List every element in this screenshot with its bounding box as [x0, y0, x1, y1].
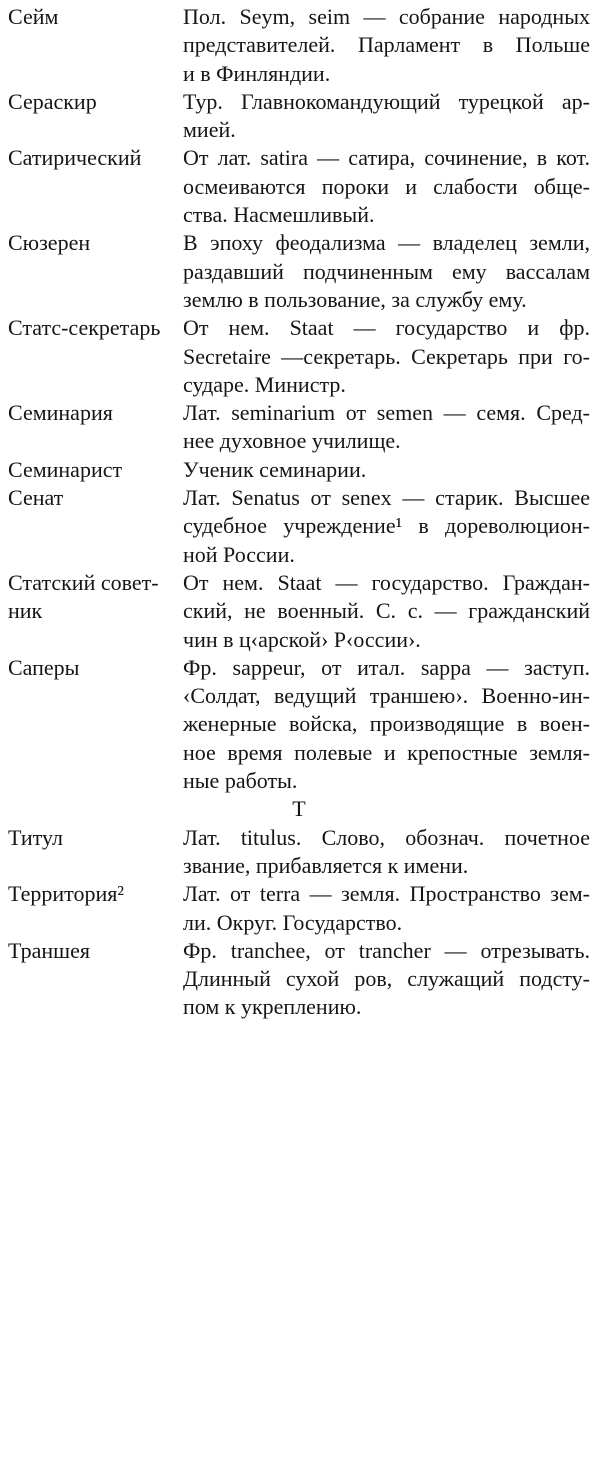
- definition-line: ное время полевые и крепостные земля-: [183, 739, 590, 765]
- definition: [183, 314, 590, 399]
- definition-line: От лат. satira — сатира, сочинение, в кот.: [183, 145, 590, 171]
- definition-line: сударе. Министр.: [183, 371, 346, 397]
- term: [8, 399, 183, 427]
- section-letter-T: Т: [292, 796, 306, 822]
- definition-line: осмеиваются пороки и слабости обще-: [183, 173, 590, 199]
- term: [8, 880, 183, 908]
- glossary-entry-sapery: [8, 654, 590, 795]
- definition: [183, 880, 590, 937]
- definition-line: пом к укреплению.: [183, 994, 362, 1020]
- glossary-entry-seym: [8, 3, 590, 88]
- glossary-entry-transheya: [8, 937, 590, 1022]
- glossary-entry-seminariya: [8, 399, 590, 456]
- definition-line: От нем. Staat — государство и фр.: [183, 315, 590, 341]
- term-text: Титул: [8, 824, 63, 850]
- definition-line: чин в ц‹арской› Р‹оссии›.: [183, 626, 421, 652]
- glossary-entry-titul: [8, 824, 590, 881]
- definition-line: землю в пользование, за службу ему.: [183, 286, 527, 312]
- term: [8, 456, 183, 484]
- term: [8, 569, 183, 626]
- term-text: Семинария: [8, 400, 113, 426]
- definition-line: Лат. Senatus от senex — старик. Высшее: [183, 485, 590, 511]
- glossary-entry-statskiy-sovetnik: [8, 569, 590, 654]
- glossary-entry-syuzeren: [8, 229, 590, 314]
- definition: [183, 3, 590, 88]
- definition-line: В эпоху феодализма — владелец земли,: [183, 230, 590, 256]
- term-text: Сераскир: [8, 88, 97, 114]
- definition-line: ной России.: [183, 541, 295, 567]
- term: [8, 3, 183, 31]
- term-text: ник: [8, 598, 43, 624]
- definition: [183, 399, 590, 456]
- term: [8, 229, 183, 257]
- definition-line: ли. Округ. Государство.: [183, 909, 403, 935]
- term-text: Территория²: [8, 881, 124, 907]
- definition-line: мией.: [183, 117, 236, 143]
- definition-line: ства. Насмешливый.: [183, 202, 375, 228]
- term-text: Семинарист: [8, 456, 123, 482]
- term-text: Траншея: [8, 937, 90, 963]
- term-text: Сатирический: [8, 145, 142, 171]
- definition-line: Длинный сухой ров, служащий подсту-: [183, 966, 590, 992]
- definition-line: От нем. Staat — государство. Граждан-: [183, 569, 590, 595]
- definition: [183, 569, 590, 654]
- term-text: Сюзерен: [8, 230, 91, 256]
- definition: [183, 456, 590, 484]
- definition-line: судебное учреждение¹ в дореволюцион-: [183, 513, 590, 539]
- term: [8, 654, 183, 682]
- term-text: Статский совет-: [8, 569, 159, 595]
- definition-line: Лат. от terra — земля. Пространство зем-: [183, 881, 590, 907]
- glossary-entry-satiricheskiy: [8, 144, 590, 229]
- term: [8, 314, 183, 342]
- definition-line: и в Финляндии.: [183, 60, 331, 86]
- definition-line: ский, не военный. С. с. — гражданский: [183, 598, 590, 624]
- definition: [183, 937, 590, 1022]
- definition-line: Secretaire —секретарь. Секретарь при го-: [183, 343, 590, 369]
- glossary-entry-senat: [8, 484, 590, 569]
- definition-line: Тур. Главнокомандующий турецкой ар-: [183, 88, 590, 114]
- definition: [183, 88, 590, 145]
- glossary-entry-territoriya: [8, 880, 590, 937]
- definition-line: раздавший подчиненным ему вассалам: [183, 258, 590, 284]
- definition-line: представителей. Парламент в Польше: [183, 32, 590, 58]
- definition: [183, 229, 590, 314]
- definition: [183, 144, 590, 229]
- definition: [183, 484, 590, 569]
- glossary-entry-seraskir: [8, 88, 590, 145]
- term: [8, 937, 183, 965]
- definition: [183, 654, 590, 795]
- definition-line: звание, прибавляется к имени.: [183, 852, 469, 878]
- term-text: Сенат: [8, 485, 64, 511]
- definition-line: Фр. sappeur, от итал. sappa — заступ.: [183, 654, 590, 680]
- glossary-entry-stats-sekretar: [8, 314, 590, 399]
- definition-line: женерные войска, производящие в воен-: [183, 711, 590, 737]
- glossary-entry-seminarist: [8, 456, 590, 484]
- definition-line: Лат. seminarium от semen — семя. Сред-: [183, 400, 590, 426]
- definition-line: Ученик семинарии.: [183, 456, 367, 482]
- definition-line: ‹Солдат, ведущий траншею›. Военно-ин-: [183, 683, 590, 709]
- definition: [183, 824, 590, 881]
- term: [8, 484, 183, 512]
- term: [8, 824, 183, 852]
- term-text: Статс-секретарь: [8, 315, 161, 341]
- term: [8, 144, 183, 172]
- term-text: Сейм: [8, 4, 59, 29]
- definition-line: Лат. titulus. Слово, обознач. почетное: [183, 824, 590, 850]
- definition-line: ные работы.: [183, 768, 298, 794]
- definition-line: Фр. tranchee, от trancher — отрезывать.: [183, 937, 590, 963]
- definition-line: Пол. Seym, seim — собрание народных: [183, 4, 590, 29]
- term-text: Саперы: [8, 654, 80, 680]
- definition-line: нее духовное училище.: [183, 428, 401, 454]
- term: [8, 88, 183, 116]
